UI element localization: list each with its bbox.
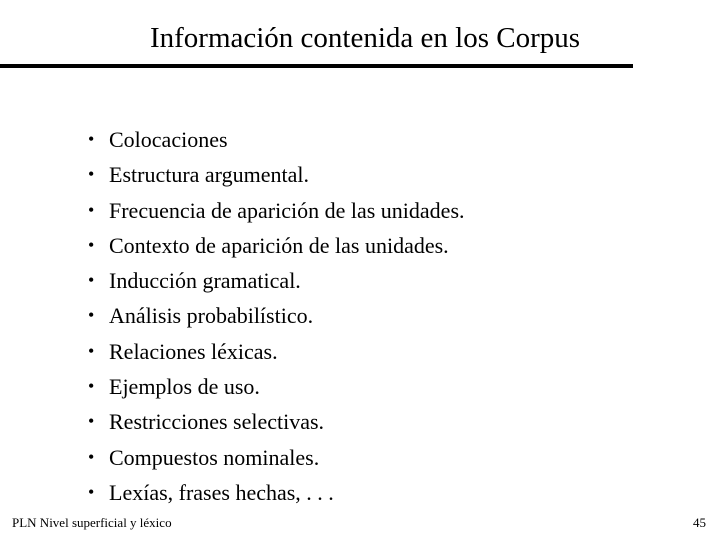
bullet-list (88, 122, 465, 510)
bullet-text: Compuestos nominales. (109, 444, 320, 470)
bullet-icon: • (88, 376, 95, 397)
bullet-text: Relaciones léxicas. (109, 338, 278, 364)
bullet-item (88, 193, 465, 228)
bullet-text: Restricciones selectivas. (109, 409, 325, 435)
bullet-item (88, 369, 465, 404)
bullet-icon: • (88, 129, 95, 149)
bullet-text: Estructura argumental. (109, 162, 309, 188)
bullet-item (88, 263, 465, 298)
bullet-text: Análisis probabilístico. (109, 303, 314, 329)
bullet-text: Lexías, frases hechas, . . . (109, 479, 334, 505)
bullet-item (88, 228, 465, 263)
bullet-item (88, 122, 465, 157)
bullet-icon: • (88, 305, 95, 326)
bullet-item (88, 404, 465, 439)
bullet-icon: • (88, 411, 95, 432)
page-number: 45 (693, 515, 706, 530)
bullet-text: Ejemplos de uso. (109, 374, 260, 400)
bullet-item (88, 157, 465, 192)
footer-course-label: PLN Nivel superficial y léxico (12, 515, 172, 530)
bullet-item (88, 475, 465, 510)
slide-title: Información contenida en los Corpus (149, 22, 581, 54)
bullet-icon: • (88, 234, 95, 255)
bullet-icon: • (88, 164, 95, 185)
bullet-text: Colocaciones (109, 127, 228, 152)
bullet-text: Inducción gramatical. (109, 268, 301, 294)
bullet-icon: • (88, 270, 95, 291)
bullet-item (88, 334, 465, 369)
bullet-text: Frecuencia de aparición de las unidades. (109, 197, 465, 223)
bullet-text: Contexto de aparición de las unidades. (109, 232, 449, 258)
bullet-item (88, 440, 465, 475)
bullet-icon: • (88, 340, 95, 361)
bullet-icon: • (88, 446, 95, 467)
title-underline (0, 64, 633, 68)
bullet-icon: • (88, 481, 95, 502)
bullet-item (88, 298, 465, 333)
bullet-icon: • (88, 199, 95, 220)
